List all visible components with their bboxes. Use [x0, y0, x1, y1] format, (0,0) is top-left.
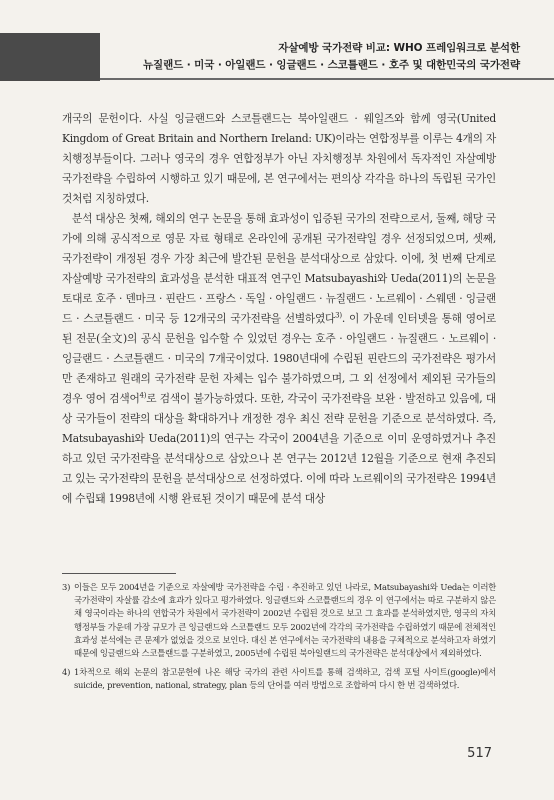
footnote	[62, 666, 496, 692]
body-text	[62, 109, 496, 509]
paragraph-text: 분석 대상은 첫째, 해외의 연구 논문을 통해 효과성이 입증된 국가의 전략으로서, 둘째, 해당 국가에 의해 공식적으로 영문 자료 형태로 온라인에 공개된 국가전략일 경우 선정되었으며, 셋째, 국가전략이 개정된 경우 가장 최근에 발간된 문헌을 분석대상으로 삼았다. 이에, 첫 번째 단계로 자살예방 국가전략의 효과성을 분석한 대표적 연구인 Matsubayashi와 Ueda(2011)의 논문을 토대로 호주 · 덴마크 · 핀란드 · 프랑스 · 독일 · 아일랜드 · 뉴질랜드 · 노르웨이 · 스웨덴 · 잉글랜드 · 스코틀랜드 · 미국 등 12개국의 국가전략을 선별하였다	[62, 212, 496, 325]
footnote-number: 4)	[62, 667, 71, 678]
paragraph-text: 로 검색이 불가능하였다. 또한, 각국이 국가전략을 보완 · 발전하고 있음에, 대상 국가들이 전략의 대상을 확대하거나 개정한 경우 최신 전략 문헌을 기준으로 분석하였다. 즉, Matsubayashi와 Ueda(2011)의 연구는 각국이 2004년을 기준으로 이미 운영하였거나 추진하고 있던 국가전략을 분석대상으로 삼았으나 본 연구는 2012년 12월을 기준으로 현재 추진되고 있는 국가전략의 문헌을 분석대상으로 선정하였다. 이에 따라 노르웨이의 국가전략은 1994년에 수립돼 1998년에 시행 완료된 것이기 때문에 분석 대상	[62, 392, 496, 505]
footnote-ref: 3)	[335, 311, 342, 320]
header-title-line-2: 뉴질랜드 · 미국 · 아일랜드 · 잉글랜드 · 스코틀랜드 · 호주 및 대한민국의 국가전략	[143, 59, 520, 71]
footnote-ref: 4)	[139, 391, 147, 400]
footnote	[62, 581, 496, 660]
header-title-line-1: 자살예방 국가전략 비교: WHO 프레임워크로 분석한	[278, 42, 520, 54]
header-rule	[100, 78, 554, 80]
footnote-number: 3)	[62, 582, 71, 592]
running-header	[0, 33, 554, 81]
header-accent-bar	[0, 33, 100, 81]
footnote-text: 이들은 모두 2004년을 기준으로 자살예방 국가전략을 수립 · 추진하고 있던 나라로, Matsubayashi와 Ueda는 이러한 국가전략이 자살률 감소에 효과가 있다고 평가하였다. 잉글랜드와 스코틀랜드의 경우 이 연구에서는 따로 구분하지 않은 채 영국이라는 하나의 연합국가 차원에서 국가전략이 2002년 수립된 것으로 보고 그 효과를 분석하였지만, 영국의 자치행정부들 가운데 가장 규모가 큰 잉글랜드와 스코틀랜드 모두 2002년에 각각의 국가전략을 수립하였기 때문에 전체적인 효과성 분석에는 큰 문제가 없었을 것으로 보인다. 대신 본 연구에서는 국가전략의 내용을 구체적으로 분석하고자 하였기 때문에 잉글랜드와 스코틀랜드를 구분하였고, 2005년에 수립된 북아일랜드의 국가전략은 분석대상에서 제외하였다.	[74, 582, 496, 659]
footnotes	[62, 581, 496, 693]
paragraph	[62, 209, 496, 509]
footnote-text: 1차적으로 해외 논문의 참고문헌에 나온 해당 국가의 관련 사이트를 통해 검색하고, 검색 포털 사이트(google)에서 suicide, prevention, national, strategy, plan 등의 단어를 여러 방법으로 조합하여 다시 한 번 검색하였다.	[74, 667, 496, 691]
page-number: 517	[467, 746, 492, 761]
footnote-separator	[62, 573, 176, 574]
paragraph-text: . 이 가운데 인터넷을 통해 영어로 된 전문(全文)의 공식 문헌을 입수할 수 있었던 경우는 호주 · 아일랜드 · 뉴질랜드 · 노르웨이 · 잉글랜드 · 스코틀랜드 · 미국의 7개국이었다. 1980년대에 수립된 핀란드의 국가전략은 평가서만 존재하고 원래의 국가전략 문헌 자체는 입수 불가하였으며, 그 외 선정에서 제외된 국가들의 경우 영어 검색어	[62, 312, 496, 405]
paragraph: 개국의 문헌이다. 사실 잉글랜드와 스코틀랜드는 북아일랜드 · 웨일즈와 함께 영국(United Kingdom of Great Britain and Northern Ireland: UK)이라는 연합정부를 이루는 4개의 자치행정부들이다. 그러나 영국의 경우 연합정부가 아닌 자치행정부 차원에서 독자적인 자살예방 국가전략을 수립하여 시행하고 있기 때문에, 본 연구에서는 편의상 각각을 하나의 독립된 국가인 것처럼 지칭하였다.	[62, 112, 496, 205]
